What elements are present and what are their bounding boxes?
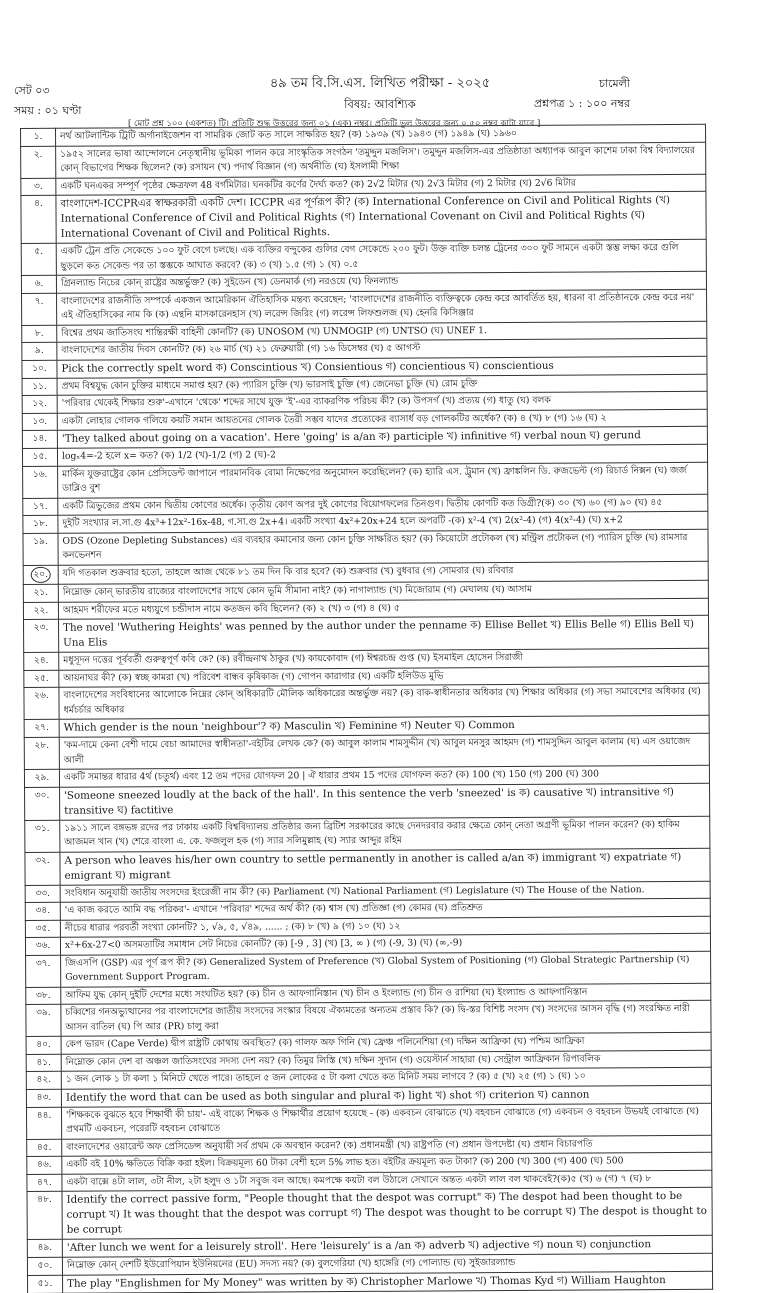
question-text: সংবিধান অনুযায়ী জাতীয় সংসদের ইংরেজী নাম কী? (ক) Parliament (খ) National Parliament (গ) Legislature (ঘ) The House of the Nation. [60,881,710,902]
question-number-text: ২২. [33,605,49,616]
question-text: ODS (Ozone Depleting Substances) এর ব্যবহার কমানোর জন্য কোন চুক্তি সাক্ষরিত হয়? (ক) কিয়োটো প্রটোকল (খ) মন্ট্রিল প্রটোকল (গ) প্যারিস চুক্তি (ঘ) রামসার কনভেনশন [58,529,708,565]
question-number [25,937,60,955]
question-number [23,515,58,533]
question-text: আয়নাঘর কী? (ক) স্বচ্ছ কামরা (খ) পরিবেশ বান্ধব কৃষিকাজ (গ) গোপন কারাগার (ঘ) একটি হলিউড মুভি [59,666,709,687]
question-number-text: ৪৯. [37,1242,53,1253]
question-row [23,462,708,498]
question-number-text: ৯. [34,345,44,356]
question-text: 'শিক্ষককে বুঝতে হবে শিক্ষার্থী কী চায়'- এই বাক্যে শিক্ষক ও শিক্ষার্থীর প্রয়োগ হয়েছে - (ক) একবচন বোঝাতে (খ) বহবচন বোঝাতে (গ) একবচন ও বহবচন উভয়ই বোঝাতে (ঘ) প্রথমটি একবচন, পরেরটি বহবচন বোঝাতে [61,1103,711,1139]
question-number [23,565,58,585]
question-number [25,820,60,852]
question-number-text: ৪১. [36,1057,52,1068]
question-number-text: ৩৪. [35,905,51,916]
question-row [26,1000,711,1036]
question-number-text: ২৭. [34,722,49,733]
question-number [27,1239,62,1257]
question-row [28,1271,713,1293]
question-text: A person who leaves his/her own country to settle permanently in another is called a/an ক) immigrant খ) expatriate গ) emigrant ঘ) migrant [60,848,710,885]
question-text: প্রথম বিশ্বযুদ্ধ কোন চুক্তির মাধ্যমে সমাপ্ত হয়? (ক) প্যারিস চুক্তি (খ) ভারসাই চুক্তি (গ) জেনেভা চুক্তি (ঘ) রোম চুক্তি [57,374,707,395]
question-number-text: ২৩. [33,622,49,633]
question-number [22,325,57,343]
question-row [25,816,710,852]
question-text: কেপ ভারদ (Cape Verde) দ্বীপ রাষ্ট্রটি কোথায় অবস্থিত? (ক) গালফ অফ গিনি (খ) ফ্রেঞ্চ পলিনেশিয়া (গ) দক্ষিন আফ্রিকা (ঘ) পশ্চিম আফ্রিকা [61,1032,711,1053]
question-text: নীচের ধারার পরবর্তী সংখ্যা কোনটি? ১, √৯, ৫, √৪৯, ...... ; (ক) ৮ (খ) ৯ (গ) ১০ (ঘ) ১২ [60,916,710,937]
question-text: একটি বই 10% ক্ষতিতে বিক্রি করা হইল। বিক্রয়মূল্য 60 টাকা বেশী হলে 5% লাভ হত। বইটির ক্রয়মূল্য কত টাকা? (ক) 200 (খ) 300 (গ) 400 (ঘ) 500 [62,1152,712,1173]
question-number [21,243,56,275]
question-number [23,466,58,498]
question-number-text: ২০. [30,566,51,583]
question-number [27,1156,62,1174]
question-number-text: ৩৯. [36,1007,51,1018]
question-text: নিম্নোক্ত কোন্ দেশটি ইউরোপিয়ান ইউনিয়নের (EU) সদস্য নয়? (ক) বুলগেরিয়া (খ) হাঙ্গেরি (গ) পোল্যান্ড (ঘ) সুইজারল্যান্ড [62,1253,712,1274]
question-row [21,142,706,178]
question-text: 'পরিবার থেকেই শিক্ষার শুরু'-এখানে 'থেকে' শব্দের সাথে যুক্ত 'ই'-এর ব্যাকরণিক পরিচয় কী? (ক) উপসর্গ (খ) প্রত্যয় (গ) ধাতু (ঘ) বলক [57,391,707,412]
question-text: Identify the correct passive form, "People thought that the despot was corrupt" ক) The despot had been thought to be corrupt খ) It was thought that the despot was corrupt গ) The despot was thought to be corrupt ঘ) The despot is thought to be corrupt [62,1187,712,1239]
question-text: logₓ4=-2 হলে x= কত? (ক) 1/2 (খ)-1/2 (গ) 2 (ঘ)-2 [57,444,707,465]
question-number [25,920,60,938]
question-number [28,1275,63,1293]
question-number-text: ১৬. [32,469,48,480]
question-number [21,146,56,178]
question-number [24,652,59,670]
question-text: বাংলাদেশ-ICCPRএর স্বাক্ষরকারী একটি দেশ। ICCPR এর পূর্ণরূপ কী? (ক) International Conference on Civil and Political Rights (খ) International Conference of Civil and Political Rights (গ) International Covenant on Civil and Political Rights (ঘ) International Covenant of Civil and Political Rights. [56,191,706,243]
question-number [27,1191,62,1239]
question-number [26,1004,61,1036]
question-text: মার্কিন যুক্তরাষ্ট্রের কোন প্রেসিডেন্ট জাপানে পারমানবিক বোমা নিক্ষেপের অনুমোদন করেছিলেন? (ক) হ্যারি এস. ট্রুমান (খ) ফ্রাঙ্কলিন ডি. রুজভেল্ট (গ) রিচার্ড নিক্সন (ঘ) জর্জ ডাব্লিও বুশ [58,462,708,498]
question-text: 'Someone sneezed loudly at the back of the hall'. In this sentence the verb 'sneezed' is ক) causative খ) intransitive গ) transitive ঘ) factitive [60,783,710,820]
question-number-text: ৭. [34,296,44,307]
question-number [21,195,56,243]
question-text: বাংলাদেশের ওয়ারেন্ট অফ প্রেসিডেন্স অনুযায়ী সর্ব প্রথম কে অবস্থান করেন? (ক) প্রধানমন্ত্রী (খ) রাষ্ট্রপতি (গ) প্রধান উপদেষ্টা (ঘ) প্রধান বিচারপতি [62,1135,712,1156]
question-number-text: ১১. [32,381,47,392]
question-number-text: ২৫. [34,673,49,684]
question-number [23,602,58,620]
question-number-text: ২৮. [34,740,50,751]
question-number-text: ৪৩. [36,1092,52,1103]
question-text: আহমদ শরীফের মতে মধ্যযুগে চন্ডীদাস নামে কতজন কবি ছিলেন? (ক) ২ (খ) ৩ (গ) ৪ (ঘ) ৫ [58,598,708,619]
header-center [180,74,580,114]
question-text: বিশ্বের প্রথম জাতিসংঘ শান্তিরক্ষী বাহিনী কোনটি? (ক) UNOSOM (খ) UNMOGIP (গ) UNTSO (ঘ) UNEF 1. [57,321,707,342]
question-text: ১ জন লোক ১ টা কলা ১ মিনিটে খেতে পারে। তাহলে ৫ জন লোকের ৫ টা কলা খেতে কত মিনিট সময় লাগবে ? (ক) ৫ (খ) ২৫ (গ) ১ (ঘ) ১০ [61,1067,711,1088]
paper-marks: প্রশ্নপত্র ১ : ১০০ নম্বর [533,97,630,110]
question-number [26,1071,61,1089]
question-row [22,289,707,325]
question-text: নিম্নোক্ত কোন্ ভারতীয় রাজ্যের বাংলাদেশের সাথে কোন ভূমি সীমানা নাই? (ক) নাগাল্যান্ড (খ) মিজোরাম (গ) মেঘালয় (ঘ) আসাম [58,580,708,601]
instructions: [ মোট প্রশ্ন ১০০ (একশত) টি। প্রতিটি শুদ্ধ উত্তরের জন্য ০১ (এক) নম্বর। প্রতিটি ভুল উত্তরের জন্য ০.৫০ নম্বর কাটা যাবে ] [128,119,541,129]
question-number [22,448,57,466]
question-number [21,275,56,293]
question-text: একটি ট্রেন প্রতি সেকেন্ডে ১০০ ফুট বেগে চলছে। এক ব্যক্তির বন্দুকের গুলির বেগ সেকেন্ডে ২০০ ফুট। উক্ত ব্যক্তি চলন্ত ট্রেনের ৩০০ ফুট সামনে একটা স্তম্ভ লক্ষ্য করে গুলি ছুড়লে কত সেকেন্ড পর তা স্তম্ভকে আঘাত করবে? (ক) ৩ (খ) ১.৫ (গ) ১ (ঘ) ০.৫ [56,239,706,275]
question-number [26,1089,61,1107]
question-text: ১৯১১ সালে বঙ্গভঙ্গ রদের পর ঢাকায় একটি বিশ্ববিদ্যালয় প্রতিষ্ঠার জন্য ব্রিটিশ সরকারের কাছে দেনদরবার করার ক্ষেত্রে কোন্ নেতা অগ্রণী ভূমিকা পালন করেন? (ক) হাকিম আজমল খান (খ) শেরে বাংলা এ. কে. ফজলুল হক (গ) স্যার সলিমুল্লাহ (ঘ) স্যার আব্দুর রহিম [60,816,710,852]
question-number-text: ৩১. [34,823,50,834]
question-number-text: ৪০. [36,1039,51,1050]
question-number [24,769,59,787]
question-number-text: ১৫. [32,451,48,462]
question-text: Which gender is the noun 'neighbour'? ক) Masculin খ) Feminine গ) Neuter ঘ) Common [59,715,709,737]
question-number [25,902,60,920]
question-number [22,378,57,396]
question-row [21,239,706,275]
set-label: সেট ০৩ [14,84,50,97]
question-number-text: ৫০. [37,1260,53,1271]
question-number [22,395,57,413]
question-number [25,787,60,820]
question-number [24,737,59,769]
question-text: 'কম-দামে কেনা বেশী দামে বেচা আমাদের স্বাধীনতা'-বইটির লেখক কে? (ক) আবুল কালাম শামসুদ্দীন (খ) আবুল মনসুর আহমদ (গ) শামসুদ্দিন আবুল কালাম (ঘ) এস ওয়াজেদ আলী [59,733,709,769]
question-text: 'এ কাজ করতে আমি বদ্ধ পরিকর'- এখানে 'পরিবার' শব্দের অর্থ কী? (ক) শ্বাস (খ) প্রতিজ্ঞা (গ) কোমর (ঘ) প্রতিশ্রুত [60,898,710,919]
question-number-text: ৫১. [37,1278,53,1289]
question-number [22,360,57,378]
question-text: The play "Englishmen for My Money" was written by ক) Christopher Marlowe খ) Thomas Kyd গ) William Haughton [63,1271,713,1293]
question-text: একটা বাক্সে ৪টা লাল, ৩টা নীল, ২টা হলুদ ও ১টা সবুজ বল আছে। কমপক্ষে কয়টা বল উঠালে সেখানে অন্তত একটা লাল বল থাকবেই?(ক)৫ (খ) ৬ (গ) ৭ (ঘ) ৮ [62,1170,712,1191]
exam-subject: বিষয়: আবশ্যিক [344,97,416,111]
question-number [25,852,60,885]
question-number [26,1107,61,1139]
question-number [25,885,60,903]
question-text: বাংলাদেশের জাতীয় দিবস কোনটি? (ক) ২৬ মার্চ (খ) ২১ ফেব্রুয়ারী (গ) ১৬ ডিসেম্বর (ঘ) ৫ আগস্ট [57,338,707,359]
question-number-text: ৪৪. [36,1110,52,1121]
question-number [22,342,57,360]
question-number-text: ১৮. [33,518,48,529]
question-text: একটা লোহার গোলক গলিয়ে কয়টি সমান আয়তনের গোলক তৈরী সম্ভব যাদের প্রত্যেকের ব্যাসার্ধ বড় গোলকটির অর্ধেক? (ক) ৪ (খ) ৮ (গ) ১৬ (ঘ) ২ [57,409,707,430]
question-number-text: ৪৫. [36,1142,52,1153]
question-text: Identify the word that can be used as both singular and plural ক) light খ) shot গ) criterion ঘ) cannon [61,1085,711,1107]
question-text: নিম্নোক্ত কোন দেশ বা অঞ্চল জাতিসংঘের সদস্য দেশ নয়? (ক) তিমুর লিস্তি (খ) দক্ষিন সুদান (গ) ওয়েস্টার্ন সাহারা (ঘ) সেন্ট্রাল আফ্রিকান রিপাবলিক [61,1050,711,1071]
question-text: একটি ঘনএকর সম্পূর্ণ পৃষ্ঠের ক্ষেত্রফল 48 বর্গমিটার। ঘনকটির কর্ণের দৈর্ঘ্য কত? (ক) 2√2 মিটার (খ) 2√3 মিটার (গ) 2 মিটার (ঘ) 2√6 মিটার [56,174,706,195]
question-number-text: ১৯. [33,536,48,547]
question-row [24,683,709,719]
question-number-text: ৩৬. [35,940,51,951]
question-number-text: ১৩. [32,416,48,427]
question-text: বাংলাদেশের রাজনীতি সম্পর্কে একজন আমেরিকান ঐতিহাসিক মন্তব্য করেছেন; 'বাংলাদেশের রাজনীতি ব্যক্তিত্বকে কেন্দ্র করে আবর্তিত হয়, ধারনা বা প্রতিষ্ঠানকে কেন্দ্র করে নয়' এই ঐতিহাসিকের নাম কি (ক) এন্থনি মাসকারেনহাস (খ) লরেন্স জিরিং (গ) লরেন্স লিফশুলজ (ঘ) হেনরি কিসিঞ্জার [57,289,707,325]
question-number [26,987,61,1005]
question-number-text: ১৪. [32,433,48,444]
question-number-text: ৫. [34,246,44,257]
question-number-text: ২. [33,149,43,160]
question-text: x²+6x-27<0 অসমতাটির সমাধান সেট নিচের কোনটি? (ক) [-9 , 3] (খ) [3, ∞ ) (গ) (-9, 3) (ঘ) (∞,-9) [60,933,710,954]
question-row [24,733,709,769]
question-number [26,1054,61,1072]
question-number-text: ৪৭. [37,1177,52,1188]
question-text: Pick the correctly spelt word ক) Conscintious খ) Consientious গ) concientious ঘ) conscientious [57,356,707,378]
header-left [14,81,81,121]
question-number [27,1174,62,1192]
question-number [23,584,58,602]
question-row [27,1187,712,1239]
question-number-text: ৪৬. [37,1159,52,1170]
question-number [22,430,57,448]
question-row [24,615,709,652]
question-text: 'They talked about going on a vacation'. Here 'going' is a/an ক) participle খ) infinitive গ) verbal noun ঘ) gerund [57,426,707,448]
question-number [24,719,59,737]
question-text: ১৯৫২ সালের ভাষা আন্দোলনে নেতৃস্থানীয় ভূমিকা পালন করে সাংস্কৃতিক সংগঠন 'তমুদ্দুন মজলিস'। তমুদ্দুন মজলিস-এর প্রতিষ্ঠাতা অধ্যাপক আবুল কাশেম ঢাকা বিশ্ব বিদ্যালয়ের কোন্ বিভাগের শিক্ষক ছিলেন? (ক) রসায়ন (খ) পদার্থ বিজ্ঞান (গ) অর্থনীতি (ঘ) ইসলামী শিক্ষা [56,142,706,178]
question-number-text: ৩৫. [35,923,51,934]
question-number [23,498,58,516]
question-text: যদি গতকাল শুক্রবার হতো, তাহলে আজ থেকে ৮১ তম দিন কি বার হবে? (ক) শুক্রবার (খ) বুধবার (গ) সোমবার (ঘ) রবিবার [58,561,708,584]
question-number-text: ৩৮. [35,990,51,1001]
question-number-text: ৪২. [36,1074,52,1085]
question-row [26,951,711,987]
question-number-text: ৮. [34,328,44,339]
question-number-text: ৩৩. [35,888,50,899]
question-number [22,293,57,325]
question-row [21,191,706,243]
question-text: নর্থ আটলান্টিক ট্রিটি অর্গানাইজেশন বা সামরিক জোট কত সালে সাক্ষরিত হয়? (ক) ১৯৩৯ (খ) ১৯৪৩ (গ) ১৯৪৯ (ঘ) ১৯৬০ [56,124,706,145]
question-number-text: ৬. [34,278,44,289]
question-number-text: ২৬. [34,690,49,701]
questions-table [20,124,713,1293]
question-number-text: ৩৭. [35,958,51,969]
question-number [27,1257,62,1275]
header-right [534,74,630,114]
question-number [26,955,61,987]
question-text: জিএসপি (GSP) এর পূর্ণ রূপ কী? (ক) Generalized System of Preference (খ) Global System of Positioning (গ) Global Strategic Partnership (ঘ) Government Support Program. [61,951,711,987]
question-number-text: ১২. [32,398,47,409]
question-number-text: ১০. [32,363,47,374]
question-number-text: ১. [33,131,43,142]
question-number [27,1139,62,1157]
question-number-text: ৪৮. [37,1194,52,1205]
question-row [26,1103,711,1139]
question-number-text: ৩০. [34,790,50,801]
question-text: মধুসূদন দত্তের পূর্ববর্তী গুরুত্বপূর্ণ কবি কে? (ক) রবীন্দ্রনাথ ঠাকুর (খ) কায়কোবাদ (গ) ঈশ্বরচন্দ্র গুপ্ত (ঘ) ইসমাইল হোসেন সিরাজী [59,648,709,669]
question-number [24,619,59,652]
question-text: 'After lunch we went for a leisurely stroll'. Here 'leisurely' is a /an ক) adverb খ) adjective গ) noun ঘ) conjunction [62,1235,712,1257]
question-number [23,533,58,565]
question-text: বাংলাদেশের সংবিধানের আলোকে নিম্নের কোন্ অধিকারটি মৌলিক অধিকারের অন্তর্ভুক্ত নয়? (ক) বাক-স্বাধীনতার অধিকার (খ) শিক্ষার অধিকার (গ) সভা সমাবেশের অধিকার (ঘ) ধর্মচর্চার অধিকার [59,683,709,719]
question-number-text: ২১. [33,587,49,598]
question-number-text: ৩. [33,181,43,192]
question-number-text: ৩২. [35,855,50,866]
question-text: The novel 'Wuthering Heights' was penned by the author under the penname ক) Ellise Bellet খ) Ellis Belle গ) Ellis Bell ঘ) Una Elis [59,615,709,652]
question-number [24,670,59,688]
question-text: গ্রিনল্যান্ড নিচের কোন্ রাষ্ট্রের অন্তর্ভুক্ত? (ক) সুইডেন (খ) ডেনমার্ক (গ) নরওয়ে (ঘ) ফিনল্যান্ড [56,271,706,292]
question-text: আফিম যুদ্ধ কোন্ দুইটি দেশের মধ্যে সংঘটিত হয়? (ক) চীন ও আফগানিস্তান (খ) চীন ও ইংল্যান্ড (গ) চীন ও রাশিয়া (ঘ) ইংল্যান্ড ও আফগানিস্তান [61,983,711,1004]
exam-title: ৪৯ তম বি.সি.এস. লিখিত পরীক্ষা - ২০২৫ [269,76,491,91]
question-text: দুইটি সংখ্যার ল.সা.গু 4x³+12x²-16x-48, গ.সা.গু 2x+4। একটি সংখ্যা 4x²+20x+24 হলে অপরটি -(ক) x²-4 (খ) 2(x²-4) (গ) 4(x²-4) (ঘ) x+2 [58,511,708,532]
question-number-text: ২৪. [33,655,49,666]
question-text: একটি সমান্তর ধারার 4র্থ (চতুর্থ) এবং 12 তম পদের যোগফল 20 | ঐ ধারার প্রথম 15 পদের যোগফল কত? (ক) 100 (খ) 150 (গ) 200 (ঘ) 300 [59,765,709,786]
question-number [22,413,57,431]
question-number-text: ১৭. [33,501,48,512]
question-number [21,178,56,196]
question-number-text: ২৯. [34,772,50,783]
question-number [26,1036,61,1054]
time-label: সময় : ০১ ঘণ্টা [14,104,82,117]
question-text: চব্বিশের গনঅভ্যুত্থানের পর বাংলাদেশের জাতীয় সংসদের সংস্কার বিষয়ে ঐক্যমতের অন্যতম প্রস্তাব কি? (ক) দ্বি-স্তর বিশিষ্ট সংসদ (খ) সংসদের আসন বৃদ্ধি (গ) সংরক্ষিত নারী আসন বাতিল (ঘ) পি আর (PR) চালু করা [61,1000,711,1036]
question-number [21,128,56,146]
question-number-text: ৪. [34,198,43,209]
set-name: চামেলী [599,77,630,90]
question-text: একটি ত্রিভুজের প্রথম কোন দ্বিতীয় কোণের অর্ধেক। তৃতীয় কোণ অপর দুই কোণের বিয়োগফলের তিনগুণ। দ্বিতীয় কোণটি কত ডিগ্রী?(ক) ৩০ (খ) ৬০ (গ) ৯০ (ঘ) ৪৫ [58,494,708,515]
question-row [25,848,710,885]
question-row [23,529,708,565]
question-row [25,783,710,820]
question-number [24,687,59,719]
